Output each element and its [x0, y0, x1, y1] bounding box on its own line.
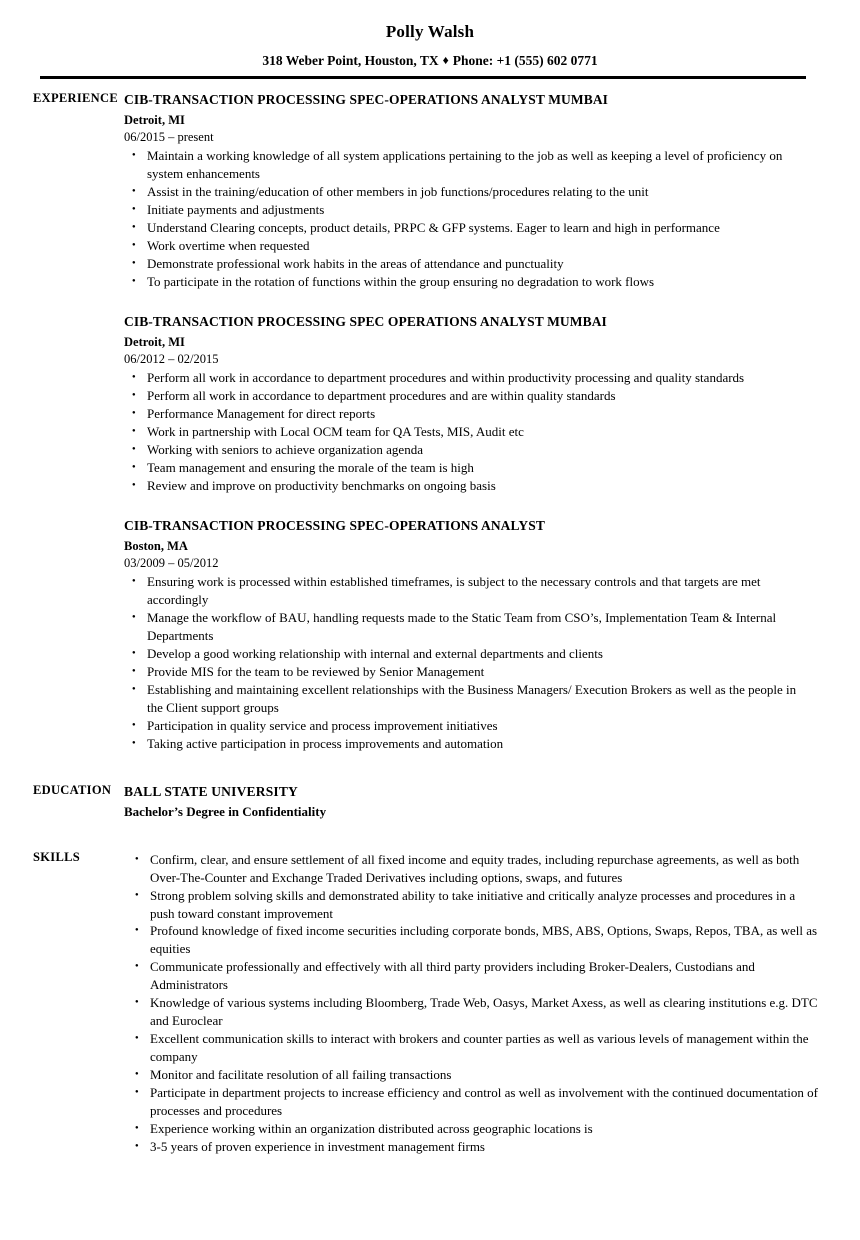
list-item: ● Perform all work in accordance to department procedures and within productivity processing and quality standards [124, 369, 812, 387]
list-item: ● Provide MIS for the team to be reviewed by Senior Management [124, 663, 812, 681]
job-responsibility-list [124, 369, 812, 495]
list-item: ● Experience working within an organization distributed across geographic locations is [124, 1120, 818, 1138]
education-entries [124, 783, 860, 822]
job-dates: 06/2015 – present [124, 130, 214, 145]
skills-list [124, 851, 818, 1156]
job-title: CIB-TRANSACTION PROCESSING SPEC-OPERATIONS ANALYST MUMBAI [124, 91, 609, 107]
list-item: ● Performance Management for direct reports [124, 405, 812, 423]
list-item: ● Knowledge of various systems including Bloomberg, Trade Web, Oasys, Market Axess, as well as clearing institutions e.g. DTC and Euroclear [124, 994, 818, 1030]
list-item: ● To participate in the rotation of functions within the group ensuring no degradation to work flows [124, 273, 812, 291]
skills-entries [124, 850, 860, 1156]
candidate-phone: Phone: +1 (555) 602 0771 [452, 53, 598, 69]
resume-header [0, 0, 860, 70]
list-item: ● Review and improve on productivity benchmarks on ongoing basis [124, 477, 812, 495]
experience-entries [124, 91, 860, 753]
list-item: ● Working with seniors to achieve organization agenda [124, 441, 812, 459]
education-section-label: EDUCATION [33, 782, 112, 797]
list-item: ● Team management and ensuring the morale of the team is high [124, 459, 812, 477]
job-location: Boston, MA [124, 539, 188, 554]
list-item: ● Maintain a working knowledge of all system applications pertaining to the job as well as keeping a level of proficiency on system enhancements [124, 147, 812, 183]
list-item: ● Demonstrate professional work habits in the areas of attendance and punctuality [124, 255, 812, 273]
list-item: ● Establishing and maintaining excellent relationships with the Business Managers/ Execution Brokers as well as the people in the Client support groups [124, 681, 812, 717]
job-location: Detroit, MI [124, 335, 185, 350]
skills-section-label: SKILLS [33, 849, 80, 864]
education-school: BALL STATE UNIVERSITY [124, 783, 299, 799]
list-item: ● Initiate payments and adjustments [124, 201, 812, 219]
list-item: ● Excellent communication skills to interact with brokers and counter parties as well as various levels of management within the company [124, 1030, 818, 1066]
experience-section-label: EXPERIENCE [33, 90, 118, 105]
job-responsibility-list [124, 573, 812, 752]
header-divider [40, 76, 806, 79]
diamond-separator-icon: ♦ [442, 53, 449, 68]
list-item: ● 3-5 years of proven experience in investment management firms [124, 1138, 818, 1156]
job-title: CIB-TRANSACTION PROCESSING SPEC-OPERATIONS ANALYST [124, 517, 545, 533]
job-dates: 03/2009 – 05/2012 [124, 556, 219, 571]
list-item: ● Perform all work in accordance to department procedures and are within quality standards [124, 387, 812, 405]
list-item: ● Participate in department projects to increase efficiency and control as well as involvement with the continued documentation of processes and procedures [124, 1084, 818, 1120]
list-item: ● Communicate professionally and effectively with all third party providers including Broker-Dealers, Custodians and Administrators [124, 958, 818, 994]
list-item: ● Assist in the training/education of other members in job functions/procedures relating to the unit [124, 183, 812, 201]
list-item: ● Understand Clearing concepts, product details, PRPC & GFP systems. Eager to learn and high in performance [124, 219, 812, 237]
list-item: ● Develop a good working relationship with internal and external departments and clients [124, 645, 812, 663]
list-item: ● Taking active participation in process improvements and automation [124, 735, 812, 753]
experience-section [0, 91, 860, 753]
candidate-contact-line [0, 53, 860, 69]
list-item: ● Profound knowledge of fixed income securities including corporate bonds, MBS, ABS, Options, Swaps, Repos, TBA, as well as equities [124, 922, 818, 958]
candidate-name: Polly Walsh [385, 22, 475, 41]
education-degree: Bachelor’s Degree in Confidentiality [124, 803, 327, 819]
list-item: ● Confirm, clear, and ensure settlement of all fixed income and equity trades, including repurchase agreements, as well as both Over-The-Counter and Exchange Traded Derivatives including options, swaps, and futures [124, 851, 818, 887]
list-item: ● Strong problem solving skills and demonstrated ability to take initiative and critically analyze processes and procedures in a push toward constant improvement [124, 887, 818, 923]
list-item: ● Manage the workflow of BAU, handling requests made to the Static Team from CSO’s, Implementation Team & Internal Departments [124, 609, 812, 645]
experience-entry [124, 91, 812, 291]
skills-section [0, 850, 860, 1156]
experience-entry [124, 313, 812, 495]
experience-entry [124, 517, 812, 753]
education-section [0, 783, 860, 822]
list-item: ● Work overtime when requested [124, 237, 812, 255]
list-item: ● Work in partnership with Local OCM team for QA Tests, MIS, Audit etc [124, 423, 812, 441]
candidate-address: 318 Weber Point, Houston, TX [262, 53, 439, 69]
list-item: ● Participation in quality service and process improvement initiatives [124, 717, 812, 735]
job-location: Detroit, MI [124, 113, 185, 128]
job-dates: 06/2012 – 02/2015 [124, 352, 219, 367]
job-responsibility-list [124, 147, 812, 291]
job-title: CIB-TRANSACTION PROCESSING SPEC OPERATIONS ANALYST MUMBAI [124, 313, 607, 329]
list-item: ● Monitor and facilitate resolution of all failing transactions [124, 1066, 818, 1084]
list-item: ● Ensuring work is processed within established timeframes, is subject to the necessary controls and that targets are met accordingly [124, 573, 812, 609]
